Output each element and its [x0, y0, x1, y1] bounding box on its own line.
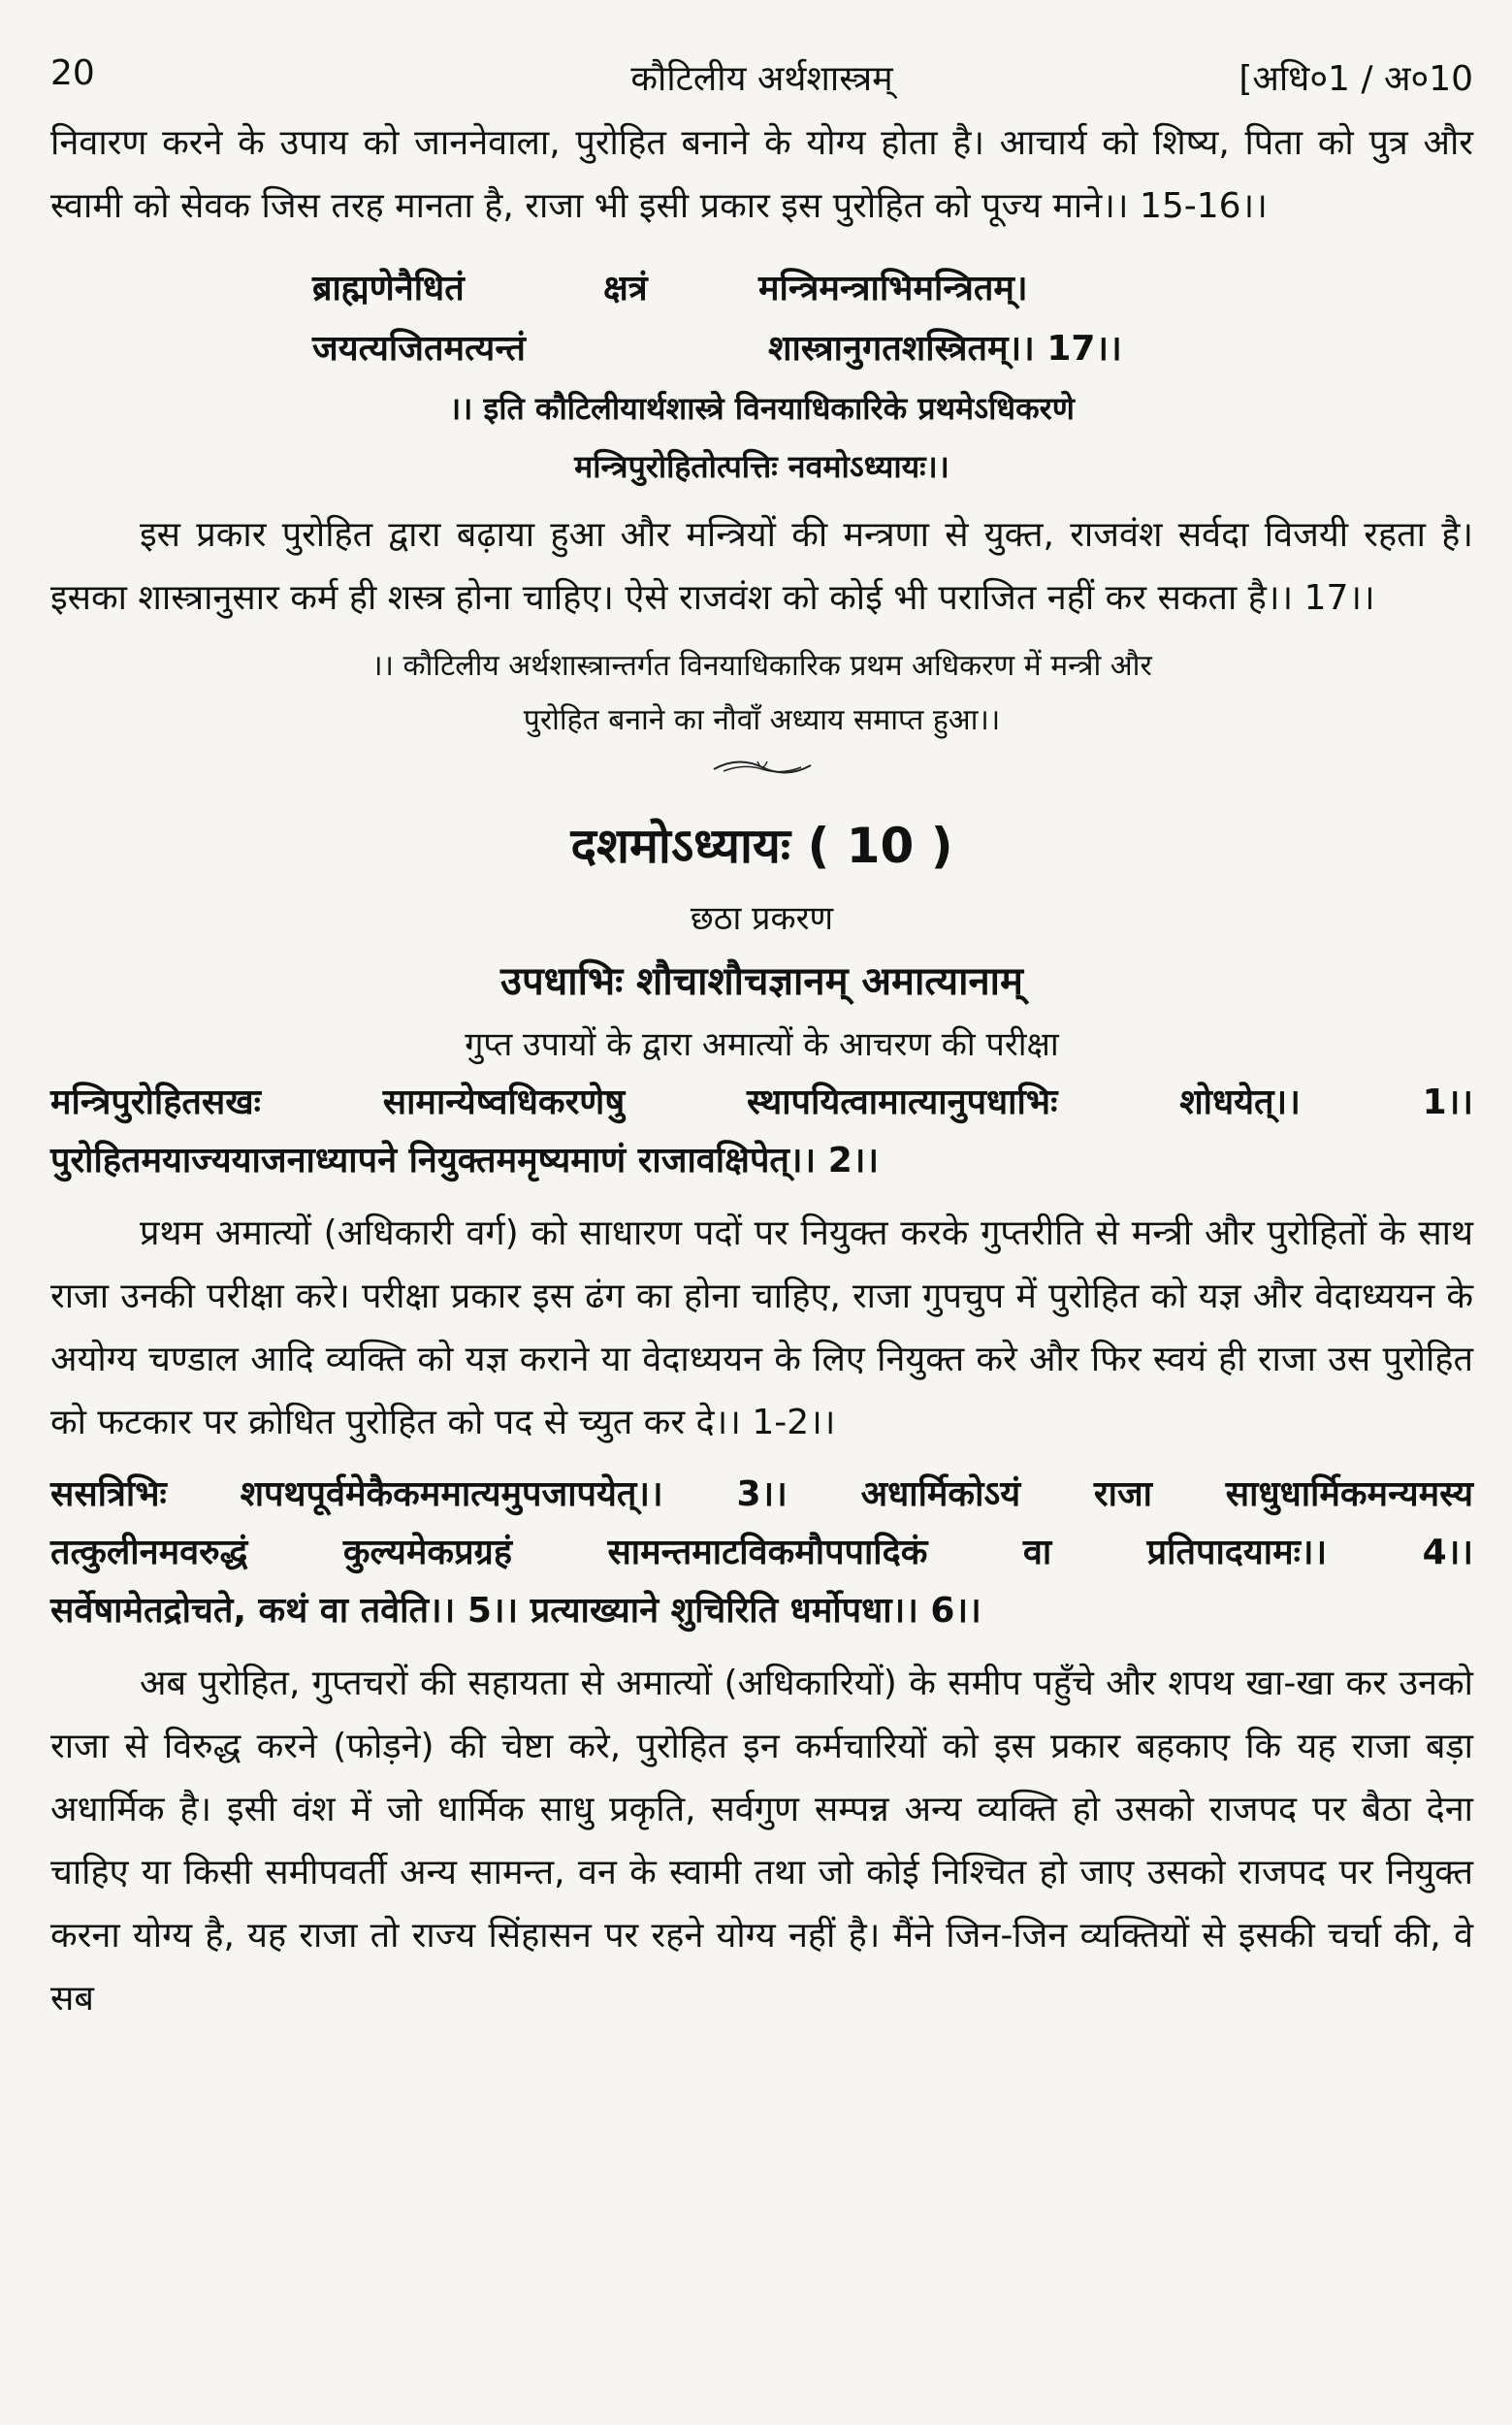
- verse-word: जयत्यजितमत्यन्तं: [312, 329, 526, 369]
- paragraph-commentary-17: इस प्रकार पुरोहित द्वारा बढ़ाया हुआ और मन्त्रियों की मन्त्रणा से युक्त, राजवंश सर्वदा विजयी रहता है। इसका शास्त्रानुसार कर्म ही शस्त्र होना चाहिए। ऐसे राजवंश को कोई भी पराजित नहीं कर सकता है।। 17।।: [50, 515, 1473, 618]
- sutra-3-4-line-1: ससत्रिभिः शपथपूर्वमेकैकममात्यमुपजापयेत्।। 3।। अधार्मिकोऽयं राजा साधुधार्मिकमन्यमस्य: [50, 1474, 1473, 1514]
- book-title: कौटिलीय अर्थशास्त्रम्: [630, 59, 893, 99]
- subject-sanskrit: उपधाभिः शौचाशौचज्ञानम् अमात्यानाम्: [500, 959, 1023, 1004]
- page-number: 20: [50, 53, 95, 93]
- sanskrit-colophon-line-1: ।। इति कौटिलीयार्थशास्त्रे विनयाधिकारिके प्रथमेऽधिकरणे: [449, 390, 1075, 427]
- sutra-5-6-line-3: सर्वेषामेतद्रोचते, कथं वा तवेति।। 5।। प्रत्याख्याने शुचिरिति धर्मोपधा।। 6।।: [50, 1591, 981, 1631]
- verse-word: शास्त्रानुगतशस्त्रितम्।। 17।।: [768, 329, 1122, 369]
- paragraph-commentary-1-2: प्रथम अमात्यों (अधिकारी वर्ग) को साधारण पदों पर नियुक्त करके गुप्तरीति से मन्त्री और पुरोहितों के साथ राजा उनकी परीक्षा करे। परीक्षा प्रकार इस ढंग का होना चाहिए, राजा गुपचुप में पुरोहित को यज्ञ और वेदाध्ययन के अयोग्य चण्डाल आदि व्यक्ति को यज्ञ कराने या वेदाध्ययन के लिए नियुक्त करे और फिर स्वयं ही राजा उस पुरोहित को फटकार पर क्रोधित पुरोहित को पद से च्युत कर दे।। 1-2।।: [50, 1213, 1473, 1442]
- paragraph-commentary-15-16: निवारण करने के उपाय को जाननेवाला, पुरोहित बनाने के योग्य होता है। आचार्य को शिष्य, पिता को पुत्र और स्वामी को सेवक जिस तरह मानता है, राजा भी इसी प्रकार इस पुरोहित को पूज्य माने।। 15-16।।: [50, 123, 1473, 226]
- subject-hindi: गुप्त उपायों के द्वारा अमात्यों के आचरण की परीक्षा: [465, 1025, 1059, 1064]
- paragraph-commentary-3-6: अब पुरोहित, गुप्तचरों की सहायता से अमात्यों (अधिकारियों) के समीप पहुँचे और शपथ खा-खा कर उनको राजा से विरुद्ध करने (फोड़ने) की चेष्टा करे, पुरोहित इन कर्मचारियों को इस प्रकार बहकाए कि यह राजा बड़ा अधार्मिक है। इसी वंश में जो धार्मिक साधु प्रकृति, सर्वगुण सम्पन्न अन्य व्यक्ति हो उसको राजपद पर बैठा देना चाहिए या किसी समीपवर्ती अन्य सामन्त, वन के स्वामी तथा जो कोई निश्चित हो जाए उसको राजपद पर नियुक्त करना योग्य है, यह राजा तो राज्य सिंहासन पर रहने योग्य नहीं है। मैंने जिन-जिन व्यक्तियों से इसकी चर्चा की, वे सब: [50, 1664, 1473, 2019]
- hindi-colophon-line-2: पुरोहित बनाने का नौवाँ अध्याय समाप्त हुआ।।: [523, 703, 1001, 737]
- verse-17-line-2: [50, 319, 1473, 379]
- verse-word: मन्त्रिमन्त्राभिमन्त्रितम्।: [758, 269, 1028, 308]
- chapter-heading: दशमोऽध्यायः ( 10 ): [570, 818, 953, 874]
- running-header: [50, 53, 1473, 112]
- verse-word: क्षत्रं: [603, 269, 648, 308]
- sutra-1-line: मन्त्रिपुरोहितसखः सामान्येष्वधिकरणेषु स्थापयित्वामात्यानुपधाभिः शोधयेत्।। 1।।: [50, 1083, 1473, 1122]
- sutra-3-4-line-2: तत्कुलीनमवरुद्धं कुल्यमेकप्रग्रहं सामन्तमाटविकमौपपादिकं वा प्रतिपादयामः।। 4।।: [50, 1533, 1473, 1572]
- hindi-colophon-line-1: ।। कौटिलीय अर्थशास्त्रान्तर्गत विनयाधिकारिक प्रथम अधिकरण में मन्त्री और: [371, 649, 1152, 683]
- verse-word: ब्राह्मणेनैधितं: [312, 269, 465, 308]
- prakaran-label: छठा प्रकरण: [690, 899, 834, 938]
- verse-17-line-1: [50, 259, 1473, 319]
- ornament-divider-icon: [50, 748, 1473, 802]
- section-reference: [अधि०1 / अ०10: [1239, 59, 1473, 99]
- sanskrit-colophon-line-2: मन्त्रिपुरोहितोत्पत्तिः नवमोऽध्यायः।।: [574, 448, 949, 485]
- sutra-2-line: पुरोहितमयाज्ययाजनाध्यापने नियुक्तममृष्यमाणं राजावक्षिपेत्।। 2।।: [50, 1141, 880, 1180]
